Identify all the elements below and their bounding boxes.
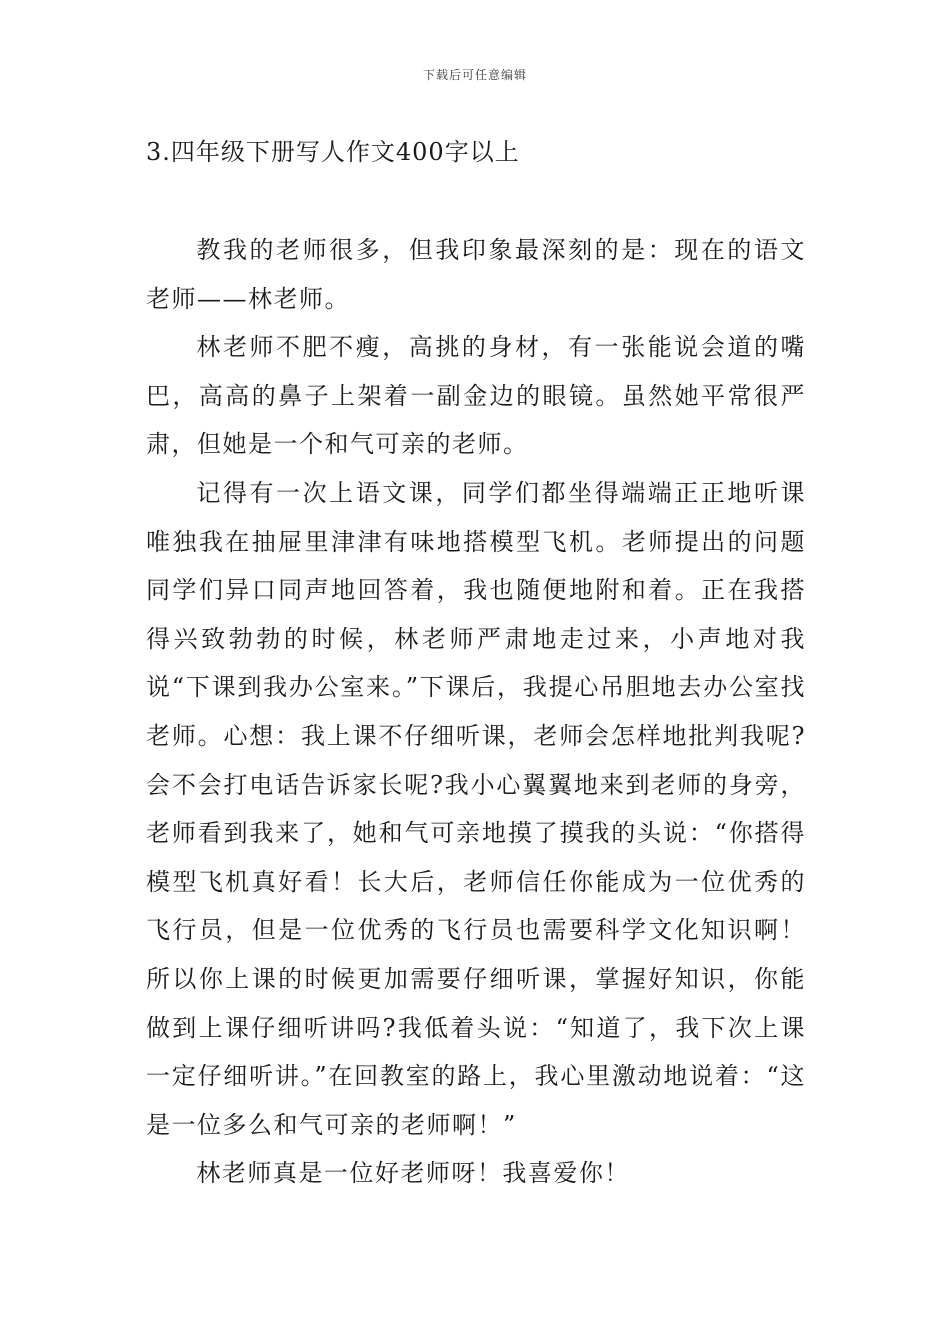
- header-note: 下载后可任意编辑: [422, 68, 527, 82]
- document-title: 3.四年级下册写人作文400字以上: [146, 138, 520, 166]
- paragraph: 林老师真是一位好老师呀！我喜爱你！: [196, 1159, 630, 1188]
- paragraph: 记得有一次上语文课，同学们都坐得端端正正地听课唯独我在抽屉里津津有味地搭模型飞机。老师提出的问题同学们异口同声地回答着，我也随便地附和着。正在我搭得兴致勃勃的时候，林老师严肃地走过来，小声地对我说“下课到我办公室来。”下课后，我提心吊胆地去办公室找老师。心想：我上课不仔细听课，老师会怎样地批判我呢?会不会打电话告诉家长呢?我小心翼翼地来到老师的身旁，老师看到我来了，她和气可亲地摸了摸我的头说：“你搭得模型飞机真好看！长大后，老师信任你能成为一位优秀的飞行员，但是一位优秀的飞行员也需要科学文化知识啊！所以你上课的时候更加需要仔细听课，掌握好知识，你能做到上课仔细听讲吗?我低着头说：“知道了，我下次上课一定仔细听讲。”在回教室的路上，我心里激动地说着：“这是一位多么和气可亲的老师啊！”: [146, 478, 806, 1139]
- paragraph: 教我的老师很多，但我印象最深刻的是：现在的语文老师——林老师。: [146, 236, 806, 313]
- document-body: [146, 226, 806, 1198]
- paragraph: 林老师不肥不瘦，高挑的身材，有一张能说会道的嘴巴，高高的鼻子上架着一副金边的眼镜。虽然她平常很严肃，但她是一个和气可亲的老师。: [146, 333, 806, 459]
